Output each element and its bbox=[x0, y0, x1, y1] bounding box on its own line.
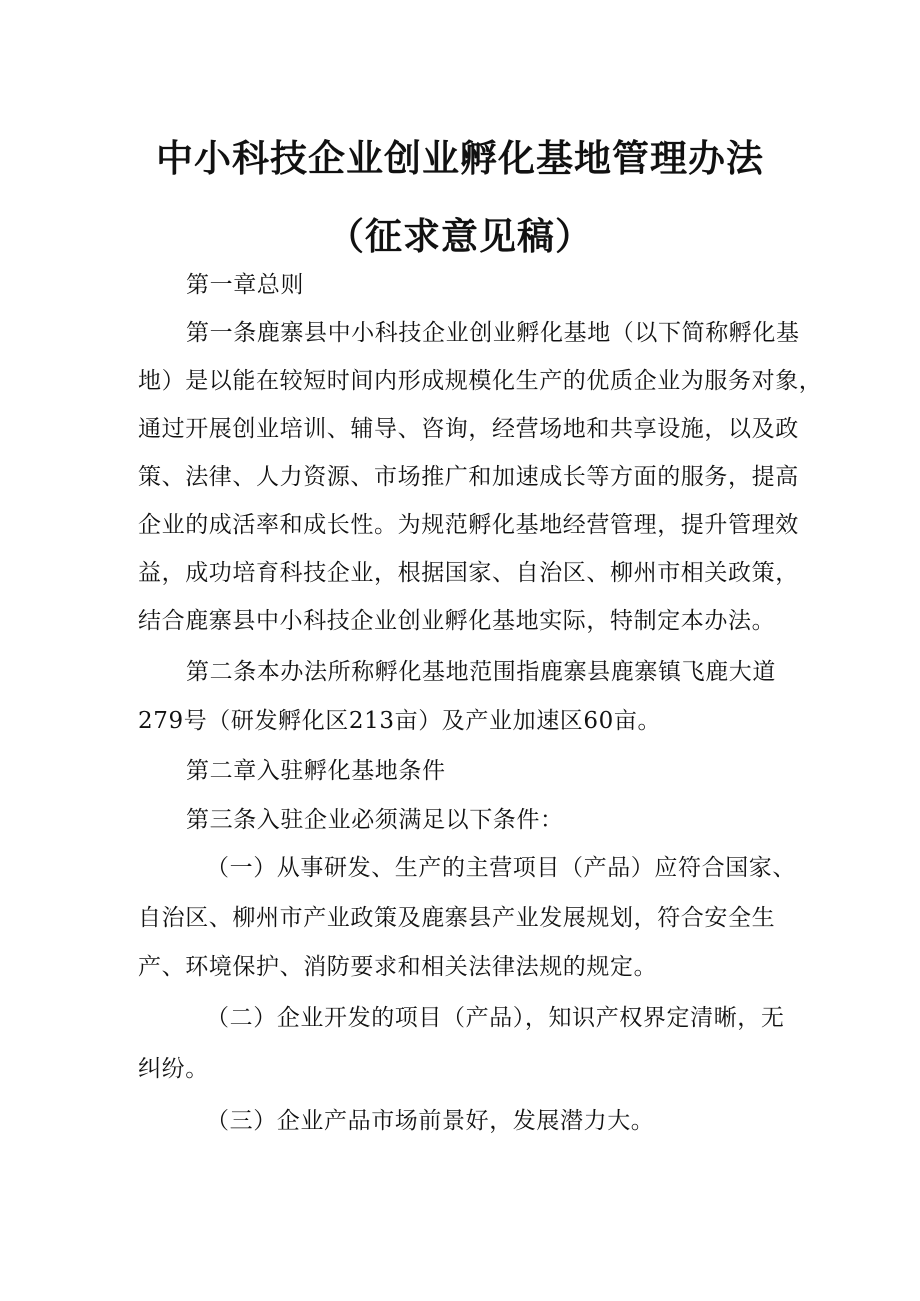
list-item-line: （一）从事研发、生产的主营项目（产品）应符合国家、 bbox=[206, 855, 796, 881]
paragraph-line: 地）是以能在较短时间内形成规模化生产的优质企业为服务对象， bbox=[138, 368, 823, 394]
document-title: 中小科技企业创业孵化基地管理办法 bbox=[156, 137, 764, 180]
paragraph-line: 企业的成活率和成长性。为规范孵化基地经营管理，提升管理效 bbox=[138, 512, 799, 538]
paragraph-line: 纠纷。 bbox=[138, 1056, 209, 1082]
paragraph-line: 279号（研发孵化区213亩）及产业加速区60亩。 bbox=[138, 708, 662, 734]
paragraph-line: 结合鹿寨县中小科技企业创业孵化基地实际，特制定本办法。 bbox=[138, 608, 776, 634]
paragraph-line: 策、法律、人力资源、市场推广和加速成长等方面的服务，提高 bbox=[138, 464, 799, 490]
chapter-heading: 第一章总则 bbox=[186, 272, 304, 298]
paragraph-line: 产、环境保护、消防要求和相关法律法规的规定。 bbox=[138, 954, 658, 980]
paragraph-line: 第一条鹿寨县中小科技企业创业孵化基地（以下简称孵化基 bbox=[186, 320, 800, 346]
paragraph-line: 益，成功培育科技企业，根据国家、自治区、柳州市相关政策， bbox=[138, 560, 799, 586]
list-item-line: （三）企业产品市场前景好，发展潜力大。 bbox=[206, 1108, 655, 1134]
paragraph-line: 通过开展创业培训、辅导、咨询，经营场地和共享设施，以及政 bbox=[138, 416, 799, 442]
list-item-line: （二）企业开发的项目（产品），知识产权界定清晰，无 bbox=[206, 1005, 785, 1031]
paragraph-line: 第三条入驻企业必须满足以下条件： bbox=[186, 807, 564, 833]
document-subtitle: （征求意见稿） bbox=[327, 215, 593, 258]
chapter-heading: 第二章入驻孵化基地条件 bbox=[186, 758, 446, 784]
paragraph-line: 第二条本办法所称孵化基地范围指鹿寨县鹿寨镇飞鹿大道 bbox=[186, 659, 776, 685]
paragraph-line: 自治区、柳州市产业政策及鹿寨县产业发展规划，符合安全生 bbox=[138, 905, 776, 931]
